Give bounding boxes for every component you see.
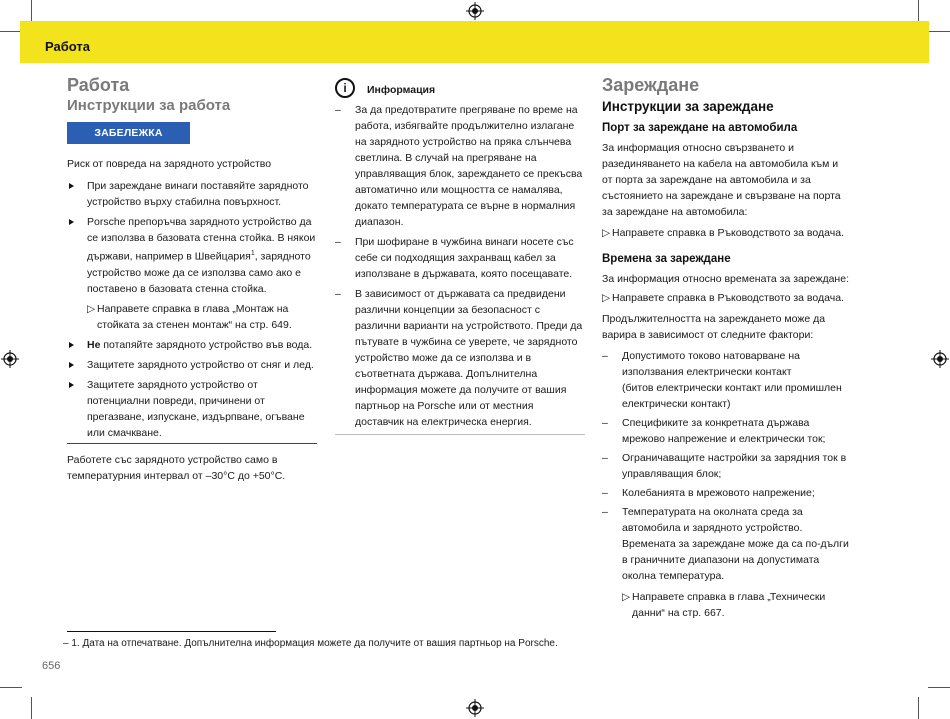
list-item [602,504,850,621]
list-item-text: За да предотвратите прегряване по време на работа, избягвайте продължително излагане на зарядното устройство на пряка слънчева светлина. В случай на прегряване на управляващия блок, зареждането се прекъсва автоматично или мощността се намалява, докато температурата се върне в нормалния диапазон. [355,104,583,228]
cross-reference[interactable] [87,301,317,333]
list-item-text: , зарядното устройство може да се използва само ако е поставено в базовата стенна стойка. [87,250,311,295]
list-item [67,337,317,353]
list-item-text: потапяйте зарядното устройство във вода. [103,338,313,351]
list-item-text: В зависимост от държавата са предвидени различни концепции за безопасност с различни варианти на устройството. Преди да пътувате в чужбина се уверете, че зарядното устройство може да се използва и в съответната държава. Допълнителна информация можете да получите от вашия партньор на Porsche или от местния доставчик на електрическа енергия. [355,288,583,428]
dash-marker: – [602,417,608,429]
cross-reference[interactable] [622,589,850,621]
reference-triangle-icon: ▷ [87,302,96,315]
duration-text: Продължителността на зареждането може да варира в зависимост от следните фактори: [602,313,826,341]
list-item-note: (битов електрически контакт или промишлен електрически контакт) [622,382,842,410]
middle-column [335,78,585,435]
list-item-text: Температурата на околната среда за автомобила и зарядното устройство. Времената за зареждане може да са по-дълги в граничните диапазони на допустимата околна температура. [622,506,849,582]
section-title: Зареждане [602,75,700,95]
info-title: Информация [367,84,436,96]
list-item [67,178,317,210]
list-item-text: Допустимото токово натоварване на използвания електрически контакт [622,350,800,378]
list-item [335,286,585,430]
reference-triangle-icon: ▷ [622,591,631,603]
times-heading: Времена за зареждане [602,253,731,265]
instruction-list [67,178,317,441]
divider [335,434,585,435]
times-text: За информация относно времената за зареждане: [602,273,849,285]
dash-marker: – [335,104,341,116]
dash-marker: – [335,288,341,300]
list-item-text: Спецификите за конкретната държава мрежово напрежение и електрически ток; [622,417,826,445]
left-column [67,74,317,484]
list-item-text: Защитете зарядното устройство от потенциални повреди, причинени от прегазване, изпускане, издърпване, огъване или смачкване. [87,378,305,439]
crop-mark [928,31,950,32]
reference-triangle-icon: ▷ [602,227,611,239]
section-header-band [20,21,929,63]
cross-reference[interactable] [602,290,850,306]
info-header [335,78,585,102]
reference-text: Направете справка в Ръководството за водача. [612,227,844,239]
page-number: 656 [42,660,61,672]
emphasis-text: Не [87,338,101,351]
right-column [602,74,850,621]
section-header-title: Работа [45,39,90,54]
list-item [335,234,585,282]
list-item-text: При шофиране в чужбина винаги носете със себе си подходящия захранващ кабел за използване в държавата, която посещавате. [355,236,574,280]
reference-text: Направете справка в глава „Технически данни“ на стр. 667. [632,591,826,619]
info-icon: i [335,78,355,98]
list-item-text: Ограничаващите настройки за зарядния ток в управляващия блок; [622,452,847,480]
crop-mark [928,687,950,688]
reference-text: Направете справка в глава „Монтаж на стойката за стенен монтаж“ на стр. 649. [97,302,292,331]
list-item-text: При зареждане винаги поставяйте зарядното устройство върху стабилна повърхност. [87,180,309,208]
factor-list [602,348,850,621]
crop-mark [0,31,22,32]
list-item-text: Колебанията в мрежовото напрежение; [622,487,815,499]
port-heading: Порт за зареждане на автомобила [602,122,798,134]
list-item-text: Защитете зарядното устройство от сняг и лед. [87,358,314,371]
crop-mark [918,0,919,22]
info-list [335,102,585,430]
reference-triangle-icon: ▷ [602,292,611,304]
list-item [67,377,317,441]
footnote-divider [67,631,276,632]
list-item [67,214,317,333]
port-text: За информация относно свързването и разединяването на кабела на автомобила към и от порта за зареждане на автомобила и за състоянието на зареждане и свързване на порта за зареждане на автомобила: [602,142,841,218]
dash-marker: – [602,350,608,362]
dash-marker: – [602,506,608,518]
list-item [335,102,585,230]
crop-mark [0,687,22,688]
temperature-note: Работете със зарядното устройство само в температурния интервал от –30°C до +50°C. [67,453,286,482]
registration-mark-icon [466,699,484,717]
risk-text: Риск от повреда на зарядното устройство [67,158,272,170]
footnote-marker: 1 [250,250,255,257]
section-subtitle: Инструкции за зареждане [602,99,774,114]
footnote: – 1. Дата на отпечатване. Допълнителна информация можете да получите от вашия партньор на Porsche. [63,638,558,649]
notice-row [67,122,317,144]
reference-text: Направете справка в Ръководството за водача. [612,292,844,304]
list-item [602,348,850,412]
list-item [602,450,850,482]
divider [67,443,317,444]
crop-mark [31,0,32,22]
dash-marker: – [602,487,608,499]
list-item-text: Porsche препоръчва зарядното устройство да се използва в базовата стенна стойка. В някои държави, например в Швейцария [87,216,316,263]
cross-reference[interactable] [602,225,850,241]
crop-mark [31,697,32,719]
registration-mark-icon [466,2,484,20]
section-subtitle: Инструкции за работа [67,97,231,114]
dash-marker: – [602,452,608,464]
notice-label: ЗАБЕЛЕЖКА [67,122,190,144]
list-item [67,357,317,373]
page-title: Работа [67,75,130,95]
registration-mark-icon [931,350,949,368]
list-item [602,415,850,447]
crop-mark [918,697,919,719]
dash-marker: – [335,236,341,248]
list-item [602,485,850,501]
registration-mark-icon [1,350,19,368]
